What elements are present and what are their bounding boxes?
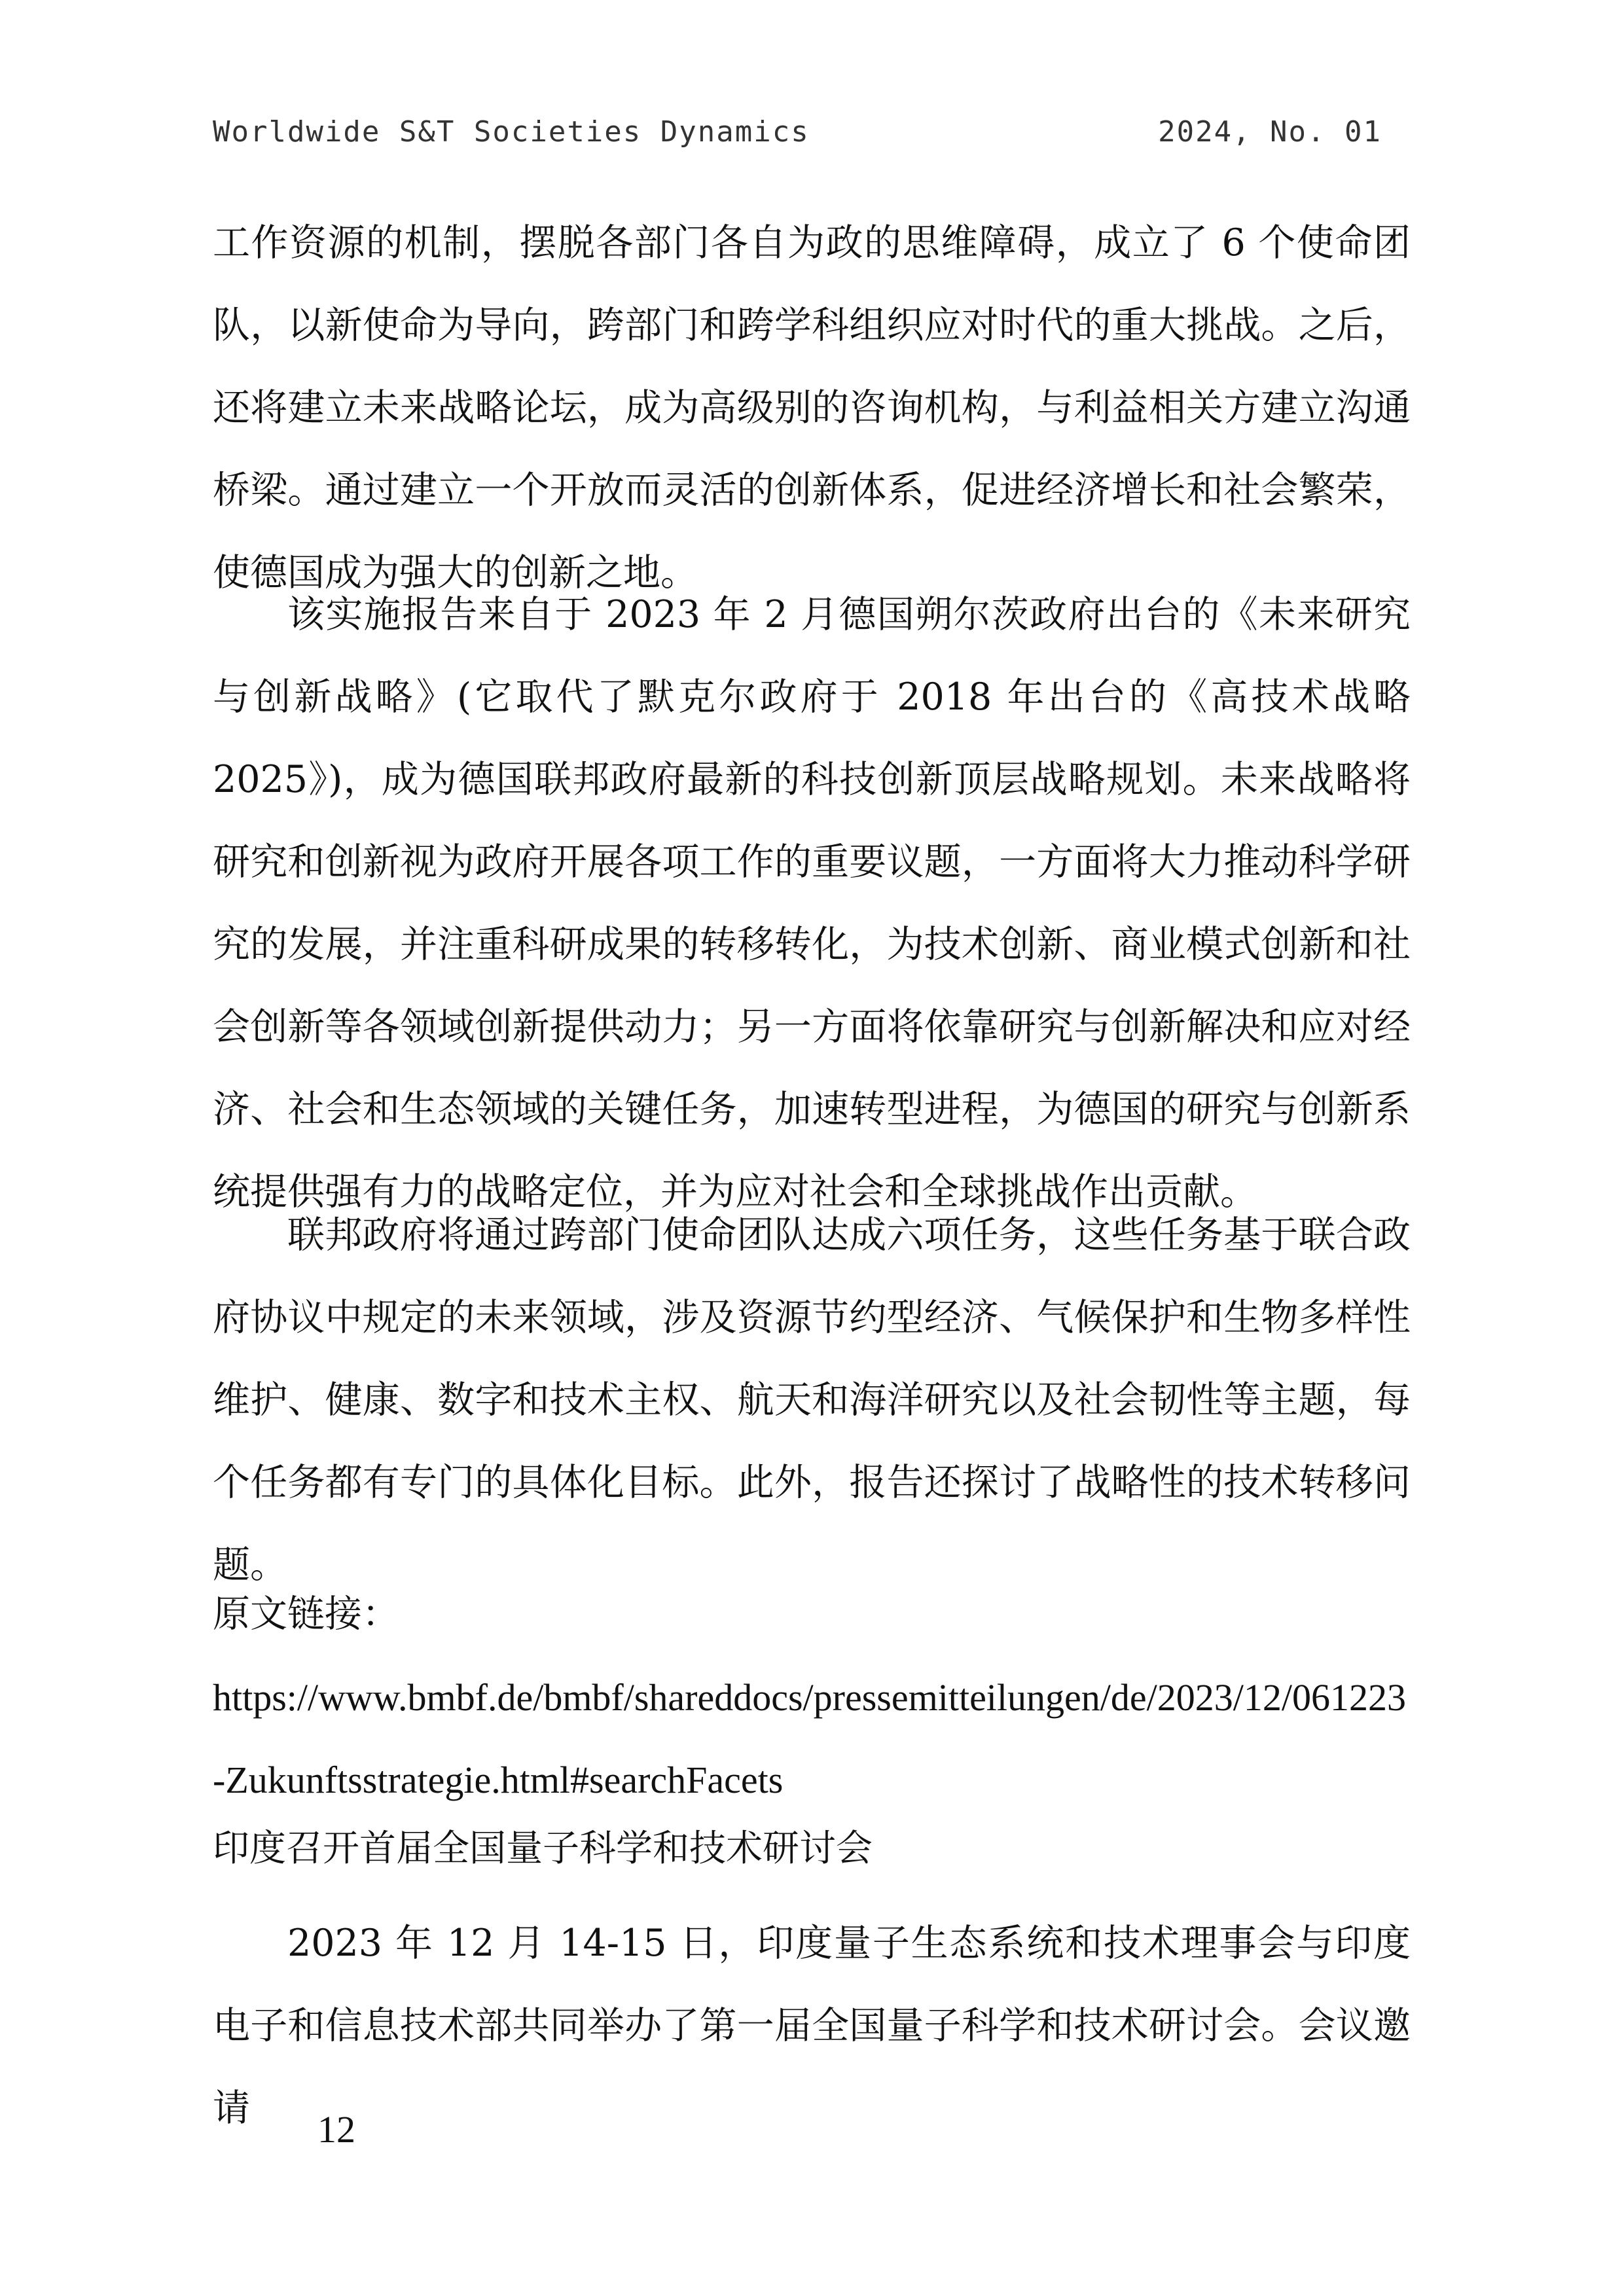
source-link-url[interactable]: https://www.bmbf.de/bmbf/shareddocs/pressemitteilungen/de/2023/12/061223-Zukunftsstrategie.html#searchFacets [213,1676,1406,1801]
paragraph-text: 2023 年 12 月 14-15 日，印度量子生态系统和技术理事会与印度电子和信息技术部共同举办了第一届全国量子科学和技术研讨会。会议邀请 [213,1922,1411,2130]
running-header [213,115,1382,161]
paragraph-strategy-origin [213,573,1411,1233]
section-heading: 印度召开首届全国量子科学和技术研讨会 [213,1827,873,1870]
paragraph-text: 工作资源的机制，摆脱各部门各自为政的思维障碍，成立了 6 个使命团队，以新使命为导向，跨部门和跨学科组织应对时代的重大挑战。之后，还将建立未来战略论坛，成为高级别的咨询机构，与利益相关方建立沟通桥梁。通过建立一个开放而灵活的创新体系，促进经济增长和社会繁荣，使德国成为强大的创新之地。 [213,221,1411,594]
source-link-label: 原文链接： [213,1592,399,1636]
issue-number: 2024, No. 01 [1158,115,1382,149]
paragraph-mission-tasks [213,1194,1411,1606]
paragraph-india-quantum [213,1902,1411,2149]
journal-title: Worldwide S&T Societies Dynamics [213,115,810,149]
page-number: 12 [317,2108,355,2151]
paragraph-text: 联邦政府将通过跨部门使命团队达成六项任务，这些任务基于联合政府协议中规定的未来领域，涉及资源节约型经济、气候保护和生物多样性维护、健康、数字和技术主权、航天和海洋研究以及社会韧性等主题，每个任务都有专门的具体化目标。此外，报告还探讨了战略性的技术转移问题。 [213,1213,1411,1587]
paragraph-text: 该实施报告来自于 2023 年 2 月德国朔尔茨政府出台的《未来研究与创新战略》(它取代了默克尔政府于 2018 年出台的《高技术战略 2025》)，成为德国联邦政府最新的科技创新顶层战略规划。未来战略将研究和创新视为政府开展各项工作的重要议题，一方面将大力推动科学研究的发展，并注重科研成果的转移转化，为技术创新、商业模式创新和社会创新等各领域创新提供动力；另一方面将依靠研究与创新解决和应对经济、社会和生态领域的关键任务，加速转型进程，为德国的研究与创新系统提供强有力的战略定位，并为应对社会和全球挑战作出贡献。 [213,593,1411,1213]
paragraph-continued [213,202,1411,614]
